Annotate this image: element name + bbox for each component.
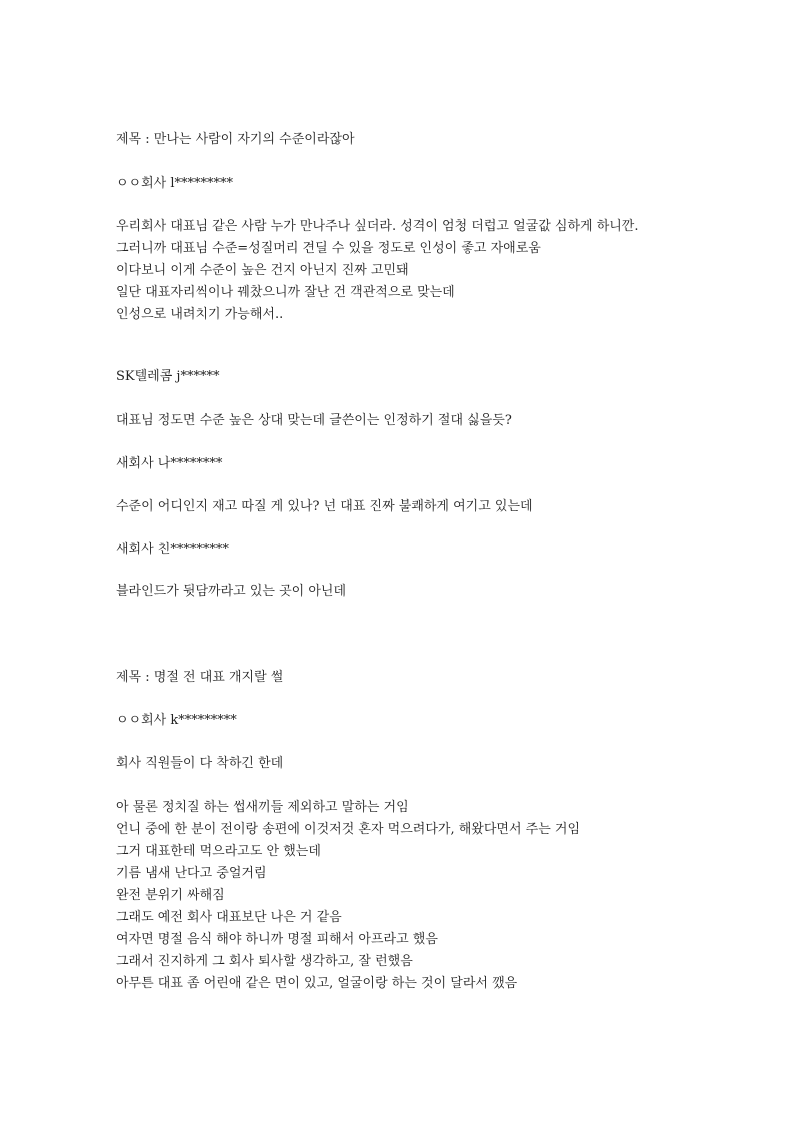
post-body-line: 이다보니 이게 수준이 높은 건지 아닌지 진짜 고민돼 [116, 263, 409, 278]
comment-author: 새회사 친********* [116, 542, 229, 557]
comment-author: SK텔레콤 j****** [116, 369, 220, 384]
post-body-line: 언니 중에 한 분이 전이랑 송편에 이것저것 혼자 먹으려다가, 해왔다면서 주는 거임 [116, 822, 581, 837]
post-title: 제목 : 만나는 사람이 자기의 수준이라잖아 [116, 132, 355, 147]
post-body-line: 그거 대표한테 먹으라고도 안 했는데 [116, 844, 321, 859]
post-author: ㅇㅇ회사 k********* [116, 713, 237, 728]
post-body-line: 기름 냄새 난다고 중얼거림 [116, 866, 267, 881]
post-body-line: 우리회사 대표님 같은 사람 누가 만나주나 싶더라. 성격이 엄청 더럽고 얼굴값 심하게 하니깐. [116, 219, 639, 234]
post-body-line: 완전 분위기 싸해짐 [116, 888, 225, 903]
post-author: ㅇㅇ회사 l********* [116, 176, 234, 191]
post-body-line: 인성으로 내려치기 가능해서.. [116, 307, 284, 322]
comment-text: 블라인드가 뒷담까라고 있는 곳이 아닌데 [116, 584, 347, 599]
post-body-line: 일단 대표자리씩이나 꿰찼으니까 잘난 건 객관적으로 맞는데 [116, 285, 455, 300]
post-body-line: 그러니까 대표님 수준=성질머리 견딜 수 있을 정도로 인성이 좋고 자애로움 [116, 241, 541, 256]
post-body-line: 아무튼 대표 좀 어린애 같은 면이 있고, 얼굴이랑 하는 것이 달라서 깼음 [116, 976, 518, 991]
comment-text: 수준이 어디인지 재고 따질 게 있나? 넌 대표 진짜 불쾌하게 여기고 있는데 [116, 499, 533, 514]
comment-text: 대표님 정도면 수준 높은 상대 맞는데 글쓴이는 인정하기 절대 싫을듯? [116, 413, 512, 428]
post-body-line: 그래서 진지하게 그 회사 퇴사할 생각하고, 잘 런했음 [116, 954, 413, 969]
post-body-line: 아 물론 정치질 하는 썹새끼들 제외하고 말하는 거임 [116, 800, 409, 815]
post-title: 제목 : 명절 전 대표 개지랄 썰 [116, 670, 284, 685]
comment-author: 새회사 나******** [116, 456, 223, 471]
post-body-line: 여자면 명절 음식 해야 하니까 명절 피해서 아프라고 했음 [116, 932, 438, 947]
post-body-line: 그래도 예전 회사 대표보단 나은 거 같음 [116, 910, 342, 925]
post-intro: 회사 직원들이 다 착하긴 한데 [116, 756, 284, 771]
